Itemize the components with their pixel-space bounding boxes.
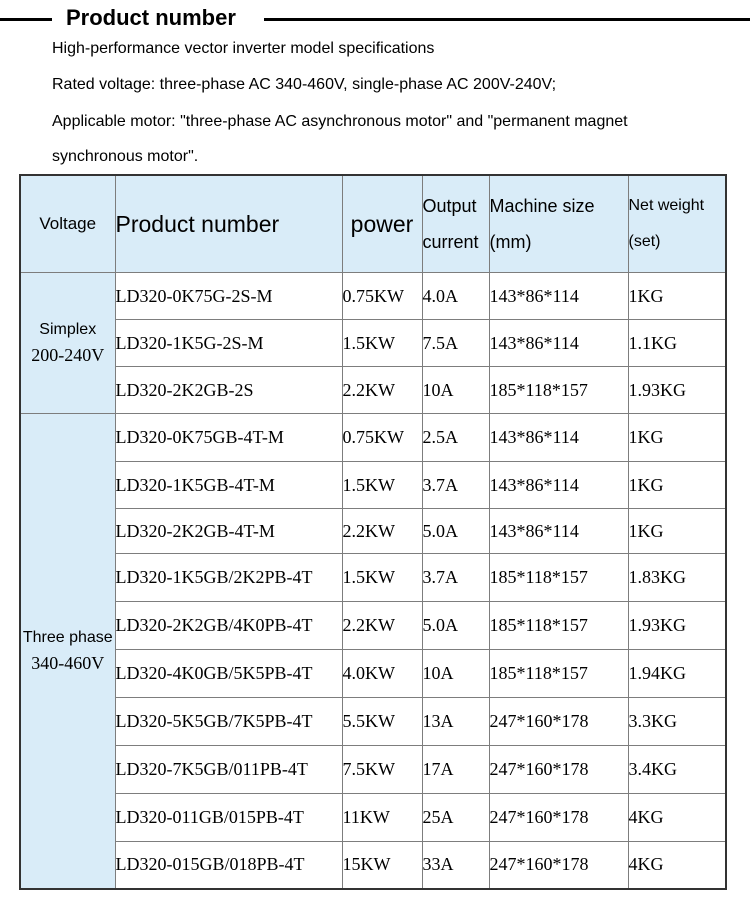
machine-size-cell: 247*160*178 xyxy=(489,746,628,794)
product-number-cell: LD320-4K0GB/5K5PB-4T xyxy=(115,650,342,698)
table-row xyxy=(20,509,726,554)
net-weight-cell: 1.83KG xyxy=(628,554,726,602)
table-row xyxy=(20,320,726,367)
output-current-cell: 13A xyxy=(422,698,489,746)
table-row xyxy=(20,414,726,462)
product-number-cell: LD320-7K5GB/011PB-4T xyxy=(115,746,342,794)
output-current-cell: 3.7A xyxy=(422,554,489,602)
header-weight-line2: (set) xyxy=(628,233,661,250)
power-cell: 5.5KW xyxy=(342,698,422,746)
product-number-cell: LD320-2K2GB-4T-M xyxy=(115,509,342,554)
description-line: High-performance vector inverter model specifications xyxy=(52,40,435,57)
table-row xyxy=(20,367,726,414)
header-output-line1: Output xyxy=(422,196,477,216)
output-current-cell: 4.0A xyxy=(422,273,489,320)
output-current-cell: 3.7A xyxy=(422,462,489,509)
description-line: synchronous motor". xyxy=(52,148,199,165)
output-current-cell: 2.5A xyxy=(422,414,489,462)
output-current-cell: 33A xyxy=(422,842,489,889)
power-cell: 4.0KW xyxy=(342,650,422,698)
machine-size-cell: 247*160*178 xyxy=(489,842,628,889)
net-weight-cell: 3.3KG xyxy=(628,698,726,746)
header-rule-left xyxy=(0,18,52,21)
net-weight-cell: 1.93KG xyxy=(628,367,726,414)
net-weight-cell: 3.4KG xyxy=(628,746,726,794)
output-current-cell: 5.0A xyxy=(422,509,489,554)
power-cell: 1.5KW xyxy=(342,462,422,509)
header-weight-line1: Net weight xyxy=(628,197,705,214)
output-current-cell: 10A xyxy=(422,367,489,414)
net-weight-cell: 1KG xyxy=(628,414,726,462)
product-number-cell: LD320-5K5GB/7K5PB-4T xyxy=(115,698,342,746)
table-row xyxy=(20,794,726,842)
machine-size-cell: 143*86*114 xyxy=(489,414,628,462)
voltage-group-range: 340-460V xyxy=(31,652,105,673)
header-size-line1: Machine size xyxy=(489,196,595,216)
product-number-cell: LD320-011GB/015PB-4T xyxy=(115,794,342,842)
output-current-cell: 10A xyxy=(422,650,489,698)
product-number-cell: LD320-1K5G-2S-M xyxy=(115,320,342,367)
machine-size-cell: 143*86*114 xyxy=(489,462,628,509)
description-line: Rated voltage: three-phase AC 340-460V, single-phase AC 200V-240V; xyxy=(52,76,557,93)
header-net-weight xyxy=(628,175,726,273)
power-cell: 7.5KW xyxy=(342,746,422,794)
power-cell: 2.2KW xyxy=(342,602,422,650)
voltage-group-range: 200-240V xyxy=(31,345,105,365)
table-row xyxy=(20,554,726,602)
product-number-cell: LD320-1K5GB/2K2PB-4T xyxy=(115,554,342,602)
table-row xyxy=(20,746,726,794)
machine-size-cell: 143*86*114 xyxy=(489,320,628,367)
output-current-cell: 7.5A xyxy=(422,320,489,367)
machine-size-cell: 185*118*157 xyxy=(489,650,628,698)
table-row xyxy=(20,273,726,320)
product-number-cell: LD320-2K2GB/4K0PB-4T xyxy=(115,602,342,650)
net-weight-cell: 4KG xyxy=(628,842,726,889)
power-cell: 15KW xyxy=(342,842,422,889)
power-cell: 0.75KW xyxy=(342,414,422,462)
header-output-current xyxy=(422,175,489,273)
description-line: Applicable motor: "three-phase AC asynchronous motor" and "permanent magnet xyxy=(52,113,628,130)
header-power: power xyxy=(342,175,422,273)
power-cell: 1.5KW xyxy=(342,320,422,367)
power-cell: 1.5KW xyxy=(342,554,422,602)
product-number-cell: LD320-1K5GB-4T-M xyxy=(115,462,342,509)
output-current-cell: 25A xyxy=(422,794,489,842)
net-weight-cell: 1KG xyxy=(628,462,726,509)
spec-table xyxy=(19,174,727,890)
table-row xyxy=(20,842,726,889)
output-current-cell: 5.0A xyxy=(422,602,489,650)
machine-size-cell: 247*160*178 xyxy=(489,794,628,842)
machine-size-cell: 143*86*114 xyxy=(489,273,628,320)
table-header-row xyxy=(20,175,726,273)
page-title: Product number xyxy=(66,5,236,30)
power-cell: 2.2KW xyxy=(342,509,422,554)
table-row xyxy=(20,698,726,746)
net-weight-cell: 4KG xyxy=(628,794,726,842)
machine-size-cell: 185*118*157 xyxy=(489,554,628,602)
power-cell: 11KW xyxy=(342,794,422,842)
voltage-group xyxy=(20,273,115,414)
header-size-line2: (mm) xyxy=(489,232,532,252)
table-body xyxy=(20,273,726,889)
header-voltage: Voltage xyxy=(20,175,115,273)
header-product-number: Product number xyxy=(115,175,342,273)
header-machine-size xyxy=(489,175,628,273)
voltage-group-name: Simplex xyxy=(39,321,97,338)
table-row xyxy=(20,602,726,650)
machine-size-cell: 247*160*178 xyxy=(489,698,628,746)
table-row xyxy=(20,650,726,698)
net-weight-cell: 1KG xyxy=(628,273,726,320)
product-number-cell: LD320-0K75GB-4T-M xyxy=(115,414,342,462)
machine-size-cell: 143*86*114 xyxy=(489,509,628,554)
product-number-cell: LD320-2K2GB-2S xyxy=(115,367,342,414)
machine-size-cell: 185*118*157 xyxy=(489,602,628,650)
header-rule-right xyxy=(264,18,750,21)
net-weight-cell: 1.1KG xyxy=(628,320,726,367)
net-weight-cell: 1.94KG xyxy=(628,650,726,698)
section-header xyxy=(0,4,750,32)
net-weight-cell: 1.93KG xyxy=(628,602,726,650)
power-cell: 2.2KW xyxy=(342,367,422,414)
machine-size-cell: 185*118*157 xyxy=(489,367,628,414)
output-current-cell: 17A xyxy=(422,746,489,794)
header-output-line2: current xyxy=(422,232,479,252)
product-number-cell: LD320-015GB/018PB-4T xyxy=(115,842,342,889)
table-row xyxy=(20,462,726,509)
product-number-cell: LD320-0K75G-2S-M xyxy=(115,273,342,320)
voltage-group-name: Three phase xyxy=(22,628,113,646)
voltage-group xyxy=(20,414,115,889)
net-weight-cell: 1KG xyxy=(628,509,726,554)
power-cell: 0.75KW xyxy=(342,273,422,320)
